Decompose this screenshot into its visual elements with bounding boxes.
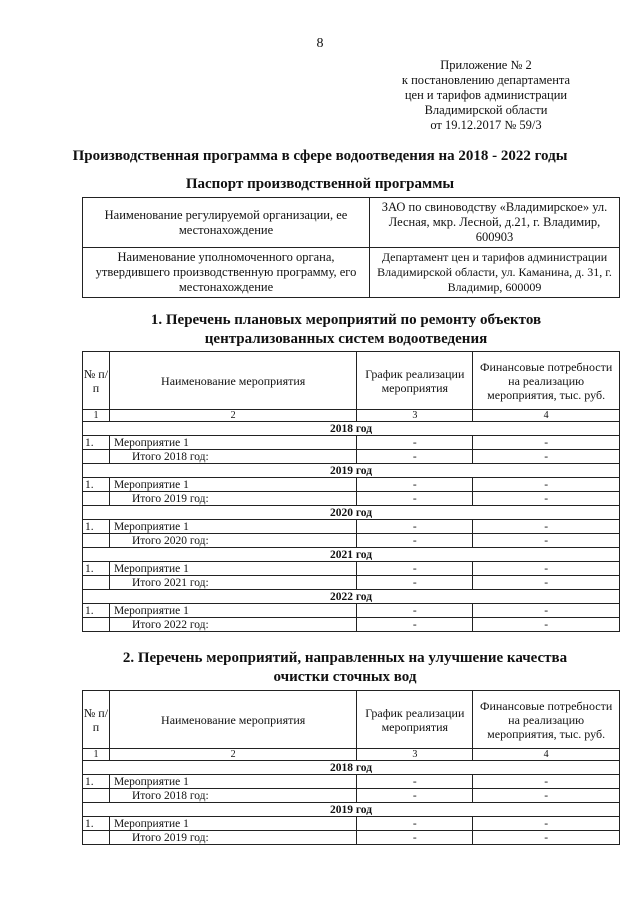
year-label: 2022 год [83,590,620,604]
schedule-total: - [357,789,473,803]
empty-cell [83,450,110,464]
total-label: Итого 2018 год: [109,450,356,464]
row-number: 1. [83,478,110,492]
total-row [83,618,620,632]
schedule-total: - [357,831,473,845]
col-number: 4 [473,410,620,422]
table-row [83,436,620,450]
appendix-line: от 19.12.2017 № 59/3 [430,118,542,132]
column-number-row [83,410,620,422]
finance-total: - [473,450,620,464]
total-row [83,789,620,803]
measure-name: Мероприятие 1 [109,775,356,789]
table-header-row [83,691,620,749]
empty-cell [83,534,110,548]
schedule-value: - [357,436,473,450]
empty-cell [83,789,110,803]
measure-name: Мероприятие 1 [109,478,356,492]
schedule-total: - [357,534,473,548]
finance-total: - [473,618,620,632]
finance-total: - [473,534,620,548]
empty-cell [83,618,110,632]
empty-cell [83,492,110,506]
year-row [83,590,620,604]
finance-value: - [473,817,620,831]
passport-row [83,248,620,298]
empty-cell [83,576,110,590]
measure-name: Мероприятие 1 [109,817,356,831]
schedule-value: - [357,520,473,534]
table-row [83,562,620,576]
total-row [83,450,620,464]
measure-name: Мероприятие 1 [109,604,356,618]
schedule-total: - [357,492,473,506]
table-row [83,478,620,492]
finance-value: - [473,775,620,789]
finance-value: - [473,436,620,450]
passport-value: ЗАО по свиноводству «Владимирское» ул. Лесная, мкр. Лесной, д.21, г. Владимир, 600903 [370,198,620,248]
measure-name: Мероприятие 1 [109,562,356,576]
year-label: 2019 год [83,803,620,817]
header-schedule: График реализации мероприятия [357,352,473,410]
row-number: 1. [83,817,110,831]
row-number: 1. [83,562,110,576]
year-row [83,464,620,478]
year-label: 2019 год [83,464,620,478]
column-number-row [83,749,620,761]
measure-name: Мероприятие 1 [109,520,356,534]
appendix-line: Приложение № 2 [440,58,532,72]
total-row [83,534,620,548]
page-number: 8 [316,36,324,51]
finance-total: - [473,576,620,590]
finance-total: - [473,789,620,803]
section1-title: 1. Перечень плановых мероприятий по ремонту объектов централизованных систем водоотведения [150,312,542,347]
total-row [83,831,620,845]
header-finance: Финансовые потребности на реализацию мероприятия, тыс. руб. [473,691,620,749]
row-number: 1. [83,436,110,450]
total-label: Итого 2019 год: [109,831,356,845]
schedule-value: - [357,604,473,618]
finance-total: - [473,831,620,845]
total-row [83,576,620,590]
finance-total: - [473,492,620,506]
year-row [83,422,620,436]
passport-table [82,197,620,298]
plan-table-1 [82,351,620,632]
table-row [83,817,620,831]
year-row [83,548,620,562]
row-number: 1. [83,775,110,789]
appendix-line: Владимирской области [424,103,548,117]
table-row [83,775,620,789]
passport-label: Наименование уполномоченного органа, утвердившего производственную программу, его местонахождение [83,248,370,298]
plan-table-2 [82,690,620,845]
total-label: Итого 2018 год: [109,789,356,803]
finance-value: - [473,478,620,492]
col-number: 4 [473,749,620,761]
finance-value: - [473,604,620,618]
schedule-value: - [357,478,473,492]
empty-cell [83,831,110,845]
header-finance: Финансовые потребности на реализацию мероприятия, тыс. руб. [473,352,620,410]
appendix-block [386,58,586,133]
col-number: 2 [109,410,356,422]
year-label: 2020 год [83,506,620,520]
schedule-total: - [357,576,473,590]
total-label: Итого 2021 год: [109,576,356,590]
schedule-value: - [357,775,473,789]
total-label: Итого 2019 год: [109,492,356,506]
section2-title: 2. Перечень мероприятий, направленных на улучшение качества очистки сточных вод [122,650,568,685]
year-row [83,506,620,520]
col-number: 3 [357,749,473,761]
year-row [83,803,620,817]
year-row [83,761,620,775]
row-number: 1. [83,520,110,534]
finance-value: - [473,520,620,534]
col-number: 1 [83,410,110,422]
schedule-value: - [357,562,473,576]
main-title: Производственная программа в сфере водоотведения на 2018 - 2022 годы [72,148,568,164]
total-row [83,492,620,506]
table-row [83,520,620,534]
col-number: 2 [109,749,356,761]
schedule-total: - [357,618,473,632]
row-number: 1. [83,604,110,618]
schedule-total: - [357,450,473,464]
table-header-row [83,352,620,410]
passport-title: Паспорт производственной программы [185,176,455,192]
passport-value: Департамент цен и тарифов администрации Владимирской области, ул. Каманина, д. 31, г. Владимир, 600009 [370,248,620,298]
year-label: 2021 год [83,548,620,562]
measure-name: Мероприятие 1 [109,436,356,450]
appendix-line: цен и тарифов администрации [404,88,568,102]
passport-row [83,198,620,248]
year-label: 2018 год [83,761,620,775]
col-number: 1 [83,749,110,761]
header-num: № п/п [83,352,110,410]
finance-value: - [473,562,620,576]
year-label: 2018 год [83,422,620,436]
header-name: Наименование мероприятия [109,352,356,410]
header-schedule: График реализации мероприятия [357,691,473,749]
header-num: № п/п [83,691,110,749]
col-number: 3 [357,410,473,422]
passport-label: Наименование регулируемой организации, ее местонахождение [83,198,370,248]
header-name: Наименование мероприятия [109,691,356,749]
table-row [83,604,620,618]
total-label: Итого 2022 год: [109,618,356,632]
appendix-line: к постановлению департамента [401,73,571,87]
schedule-value: - [357,817,473,831]
total-label: Итого 2020 год: [109,534,356,548]
